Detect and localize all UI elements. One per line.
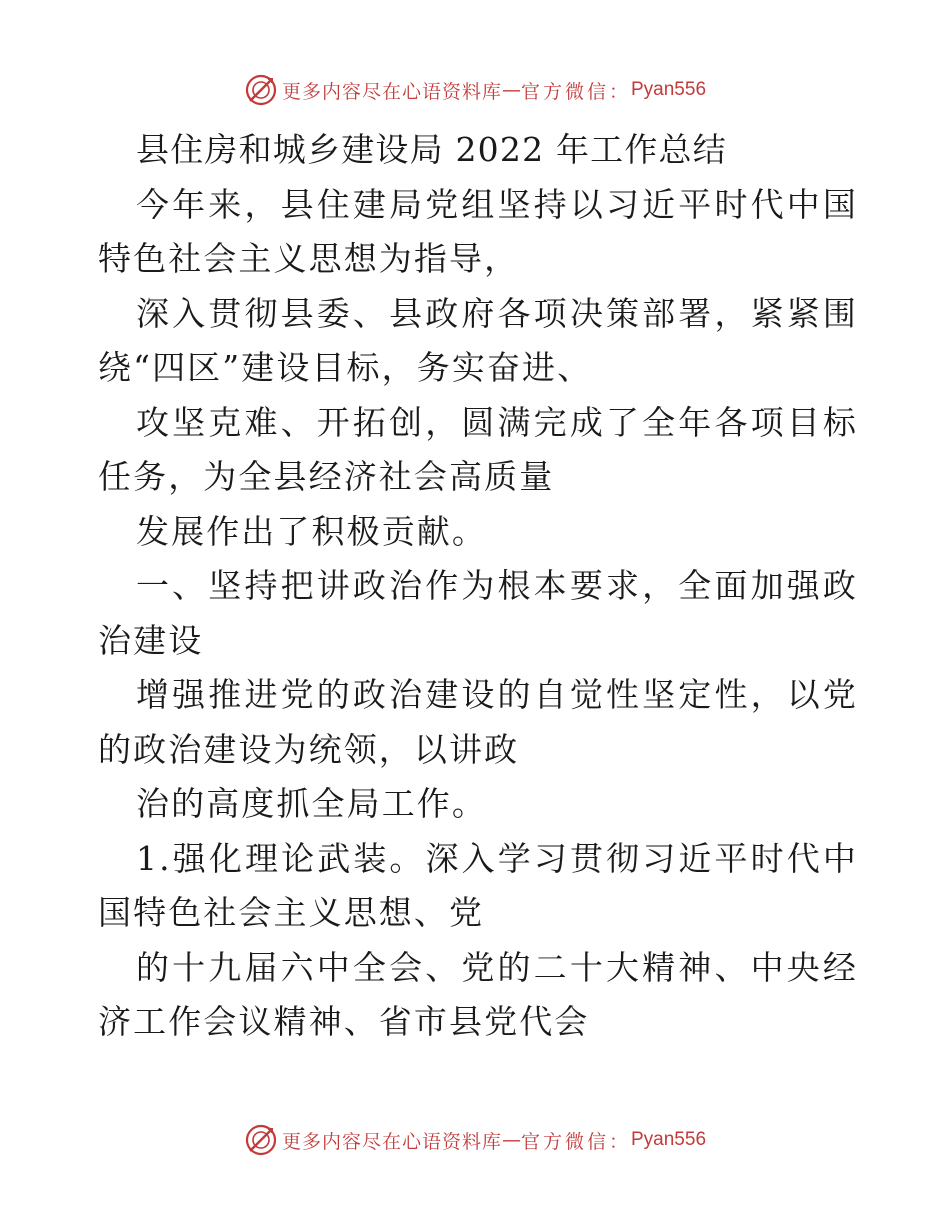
- paragraph: 的十九届六中全会、党的二十大精神、中央经济工作会议精神、省市县党代会: [98, 947, 858, 1041]
- watermark-dash: —: [501, 1129, 521, 1151]
- paragraph: 增强推进党的政治建设的自觉性坚定性，以党的政治建设为统领，以讲政: [98, 675, 858, 769]
- section-heading: 一、坚持把讲政治作为根本要求，全面加强政治建设: [98, 566, 858, 660]
- seal-logo-icon: [244, 1123, 278, 1157]
- watermark-wechat-id: Pyan556: [631, 1129, 707, 1150]
- watermark-wechat-id: Pyan556: [631, 79, 707, 100]
- paragraph: 发展作出了积极贡献。: [136, 511, 487, 551]
- seal-logo-icon: [244, 73, 278, 107]
- paragraph: 1.强化理论武装。深入学习贯彻习近平时代中国特色社会主义思想、党: [98, 838, 858, 932]
- paragraph: 今年来，县住建局党组坚持以习近平时代中国特色社会主义思想为指导，: [98, 184, 858, 278]
- paragraph: 深入贯彻县委、县政府各项决策部署，紧紧围绕“四区”建设目标，务实奋进、: [98, 293, 858, 387]
- footer-watermark: [0, 1120, 950, 1160]
- header-watermark: [0, 70, 950, 110]
- document-body: [98, 123, 858, 1050]
- watermark-dash: —: [501, 79, 521, 101]
- watermark-text: 更多内容尽在心语资料库: [281, 1130, 502, 1153]
- paragraph: 攻坚克难、开拓创，圆满完成了全年各项目标任务，为全县经济社会高质量: [98, 402, 858, 496]
- paragraph: 治的高度抓全局工作。: [136, 784, 487, 823]
- document-title: 县住房和城乡建设局 2022 年工作总结: [136, 130, 727, 169]
- watermark-label: 官方微信：: [520, 1130, 631, 1153]
- watermark-text: 更多内容尽在心语资料库: [281, 80, 502, 103]
- watermark-label: 官方微信：: [520, 80, 631, 103]
